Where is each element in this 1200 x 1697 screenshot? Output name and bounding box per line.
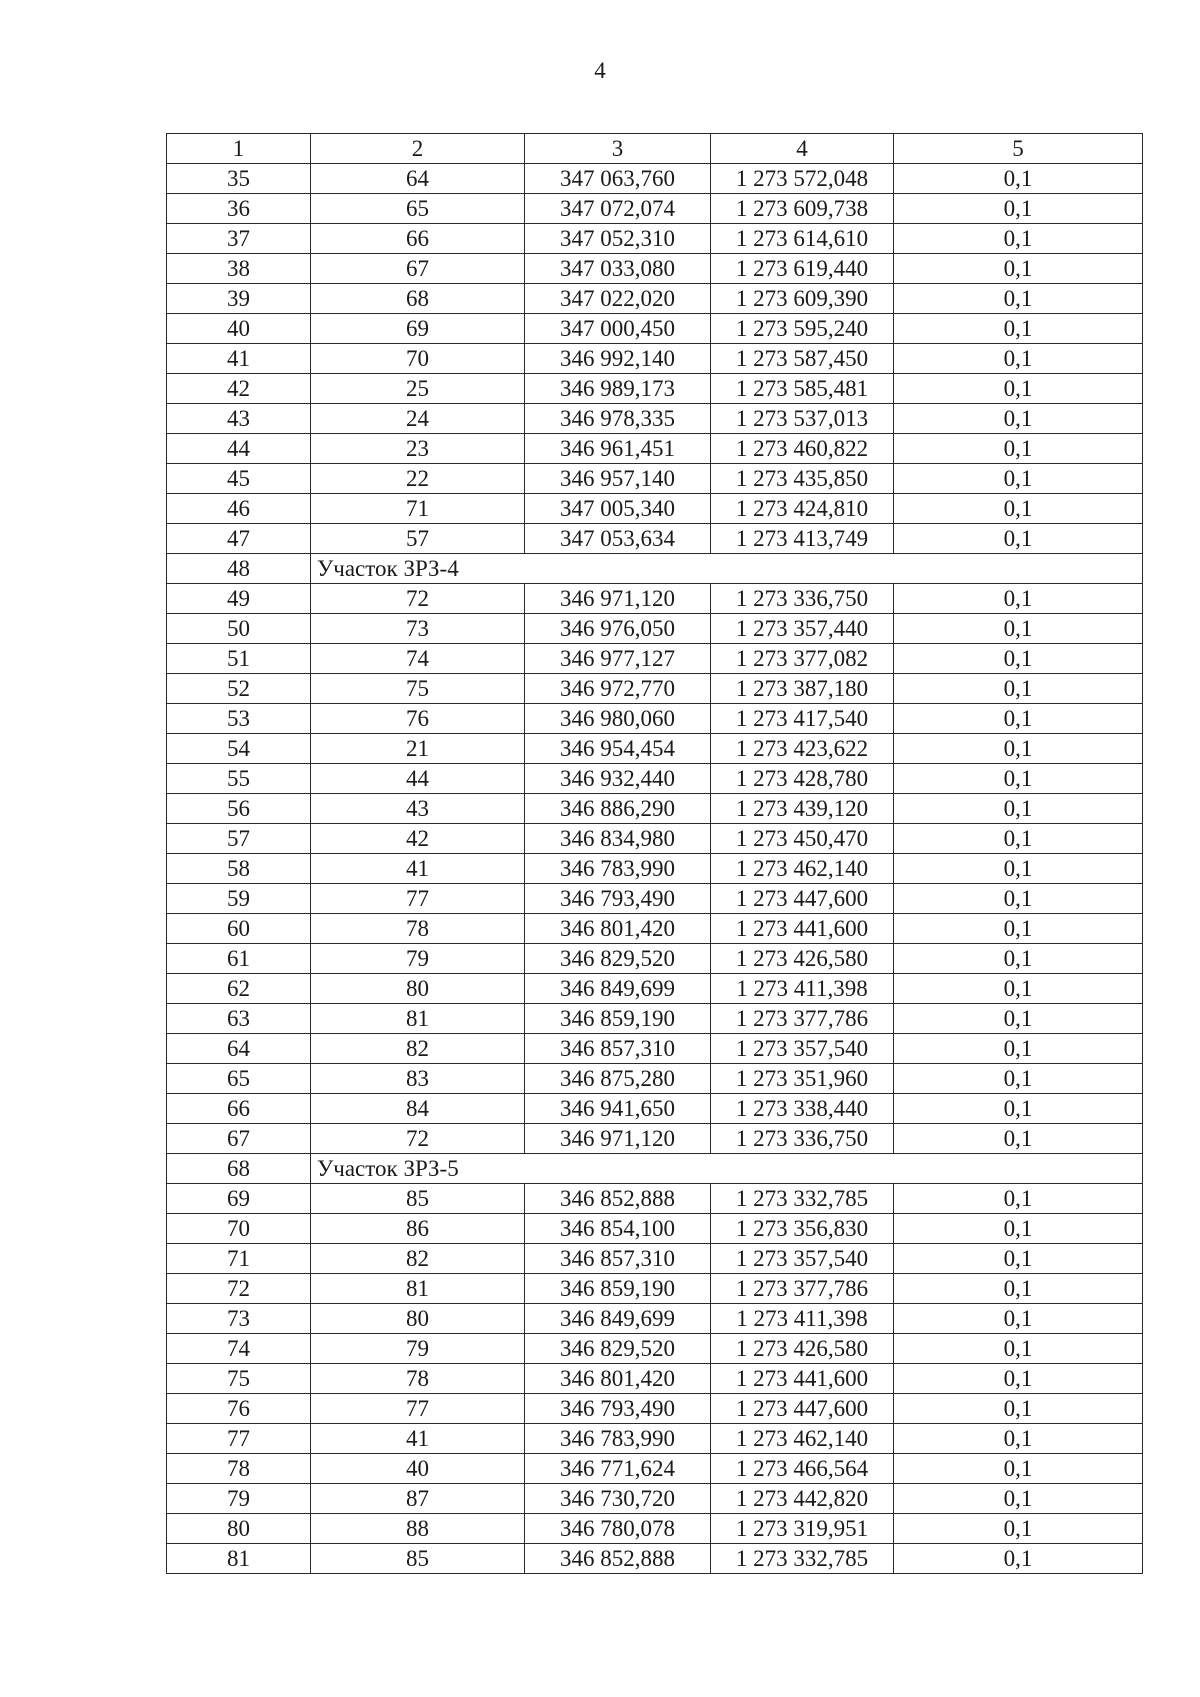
y-coordinate-cell: 1 273 332,785 xyxy=(711,1184,894,1214)
table-row xyxy=(167,1184,1143,1214)
row-number-cell: 43 xyxy=(167,404,311,434)
table-row xyxy=(167,1064,1143,1094)
point-number-cell: 57 xyxy=(311,524,525,554)
accuracy-cell: 0,1 xyxy=(894,1124,1143,1154)
y-coordinate-cell: 1 273 413,749 xyxy=(711,524,894,554)
row-number-cell: 54 xyxy=(167,734,311,764)
table-row xyxy=(167,1514,1143,1544)
point-number-cell: 73 xyxy=(311,614,525,644)
point-number-cell: 81 xyxy=(311,1274,525,1304)
y-coordinate-cell: 1 273 426,580 xyxy=(711,944,894,974)
y-coordinate-cell: 1 273 411,398 xyxy=(711,1304,894,1334)
row-number-cell: 53 xyxy=(167,704,311,734)
row-number-cell: 77 xyxy=(167,1424,311,1454)
y-coordinate-cell: 1 273 357,440 xyxy=(711,614,894,644)
x-coordinate-cell: 346 854,100 xyxy=(525,1214,711,1244)
x-coordinate-cell: 346 793,490 xyxy=(525,1394,711,1424)
x-coordinate-cell: 347 072,074 xyxy=(525,194,711,224)
accuracy-cell: 0,1 xyxy=(894,1424,1143,1454)
x-coordinate-cell: 346 852,888 xyxy=(525,1184,711,1214)
point-number-cell: 85 xyxy=(311,1184,525,1214)
accuracy-cell: 0,1 xyxy=(894,854,1143,884)
table-row xyxy=(167,1334,1143,1364)
table-row xyxy=(167,1364,1143,1394)
x-coordinate-cell: 346 829,520 xyxy=(525,944,711,974)
y-coordinate-cell: 1 273 462,140 xyxy=(711,1424,894,1454)
x-coordinate-cell: 347 033,080 xyxy=(525,254,711,284)
x-coordinate-cell: 346 989,173 xyxy=(525,374,711,404)
section-row xyxy=(167,1154,1143,1184)
y-coordinate-cell: 1 273 462,140 xyxy=(711,854,894,884)
table-header-row xyxy=(167,134,1143,164)
table-row xyxy=(167,1274,1143,1304)
x-coordinate-cell: 346 976,050 xyxy=(525,614,711,644)
accuracy-cell: 0,1 xyxy=(894,914,1143,944)
table-row xyxy=(167,764,1143,794)
section-row xyxy=(167,554,1143,584)
table-row xyxy=(167,464,1143,494)
accuracy-cell: 0,1 xyxy=(894,1184,1143,1214)
point-number-cell: 70 xyxy=(311,344,525,374)
row-number-cell: 66 xyxy=(167,1094,311,1124)
x-coordinate-cell: 346 857,310 xyxy=(525,1244,711,1274)
x-coordinate-cell: 346 857,310 xyxy=(525,1034,711,1064)
y-coordinate-cell: 1 273 614,610 xyxy=(711,224,894,254)
point-number-cell: 82 xyxy=(311,1034,525,1064)
table-row xyxy=(167,1094,1143,1124)
y-coordinate-cell: 1 273 466,564 xyxy=(711,1454,894,1484)
x-coordinate-cell: 346 977,127 xyxy=(525,644,711,674)
row-number-cell: 73 xyxy=(167,1304,311,1334)
row-number-cell: 50 xyxy=(167,614,311,644)
row-number-cell: 80 xyxy=(167,1514,311,1544)
point-number-cell: 22 xyxy=(311,464,525,494)
point-number-cell: 86 xyxy=(311,1214,525,1244)
table-row xyxy=(167,164,1143,194)
accuracy-cell: 0,1 xyxy=(894,1214,1143,1244)
point-number-cell: 71 xyxy=(311,494,525,524)
accuracy-cell: 0,1 xyxy=(894,164,1143,194)
y-coordinate-cell: 1 273 319,951 xyxy=(711,1514,894,1544)
x-coordinate-cell: 346 783,990 xyxy=(525,1424,711,1454)
table-row xyxy=(167,254,1143,284)
y-coordinate-cell: 1 273 351,960 xyxy=(711,1064,894,1094)
point-number-cell: 65 xyxy=(311,194,525,224)
accuracy-cell: 0,1 xyxy=(894,794,1143,824)
row-number-cell: 68 xyxy=(167,1154,311,1184)
x-coordinate-cell: 346 978,335 xyxy=(525,404,711,434)
y-coordinate-cell: 1 273 356,830 xyxy=(711,1214,894,1244)
x-coordinate-cell: 346 783,990 xyxy=(525,854,711,884)
point-number-cell: 43 xyxy=(311,794,525,824)
table-row xyxy=(167,1544,1143,1574)
accuracy-cell: 0,1 xyxy=(894,254,1143,284)
accuracy-cell: 0,1 xyxy=(894,374,1143,404)
y-coordinate-cell: 1 273 619,440 xyxy=(711,254,894,284)
table-row xyxy=(167,914,1143,944)
row-number-cell: 69 xyxy=(167,1184,311,1214)
row-number-cell: 38 xyxy=(167,254,311,284)
y-coordinate-cell: 1 273 585,481 xyxy=(711,374,894,404)
accuracy-cell: 0,1 xyxy=(894,224,1143,254)
table-row xyxy=(167,404,1143,434)
row-number-cell: 40 xyxy=(167,314,311,344)
row-number-cell: 56 xyxy=(167,794,311,824)
y-coordinate-cell: 1 273 447,600 xyxy=(711,1394,894,1424)
point-number-cell: 40 xyxy=(311,1454,525,1484)
y-coordinate-cell: 1 273 537,013 xyxy=(711,404,894,434)
x-coordinate-cell: 347 063,760 xyxy=(525,164,711,194)
point-number-cell: 25 xyxy=(311,374,525,404)
accuracy-cell: 0,1 xyxy=(894,1274,1143,1304)
row-number-cell: 65 xyxy=(167,1064,311,1094)
table-row xyxy=(167,434,1143,464)
point-number-cell: 72 xyxy=(311,584,525,614)
point-number-cell: 80 xyxy=(311,974,525,1004)
row-number-cell: 78 xyxy=(167,1454,311,1484)
row-number-cell: 45 xyxy=(167,464,311,494)
x-coordinate-cell: 346 793,490 xyxy=(525,884,711,914)
y-coordinate-cell: 1 273 609,738 xyxy=(711,194,894,224)
page-number: 4 xyxy=(594,58,606,83)
table-row xyxy=(167,1394,1143,1424)
table-row xyxy=(167,794,1143,824)
y-coordinate-cell: 1 273 460,822 xyxy=(711,434,894,464)
y-coordinate-cell: 1 273 338,440 xyxy=(711,1094,894,1124)
x-coordinate-cell: 347 005,340 xyxy=(525,494,711,524)
table-row xyxy=(167,344,1143,374)
point-number-cell: 87 xyxy=(311,1484,525,1514)
y-coordinate-cell: 1 273 424,810 xyxy=(711,494,894,524)
accuracy-cell: 0,1 xyxy=(894,1544,1143,1574)
point-number-cell: 68 xyxy=(311,284,525,314)
x-coordinate-cell: 347 000,450 xyxy=(525,314,711,344)
y-coordinate-cell: 1 273 442,820 xyxy=(711,1484,894,1514)
row-number-cell: 58 xyxy=(167,854,311,884)
table-row xyxy=(167,1484,1143,1514)
y-coordinate-cell: 1 273 377,786 xyxy=(711,1004,894,1034)
y-coordinate-cell: 1 273 439,120 xyxy=(711,794,894,824)
table-row xyxy=(167,374,1143,404)
column-header: 5 xyxy=(894,134,1143,164)
accuracy-cell: 0,1 xyxy=(894,494,1143,524)
y-coordinate-cell: 1 273 357,540 xyxy=(711,1244,894,1274)
row-number-cell: 75 xyxy=(167,1364,311,1394)
row-number-cell: 44 xyxy=(167,434,311,464)
point-number-cell: 79 xyxy=(311,1334,525,1364)
table-row xyxy=(167,1424,1143,1454)
x-coordinate-cell: 346 972,770 xyxy=(525,674,711,704)
accuracy-cell: 0,1 xyxy=(894,944,1143,974)
x-coordinate-cell: 346 849,699 xyxy=(525,1304,711,1334)
y-coordinate-cell: 1 273 450,470 xyxy=(711,824,894,854)
table-row xyxy=(167,824,1143,854)
row-number-cell: 46 xyxy=(167,494,311,524)
accuracy-cell: 0,1 xyxy=(894,1484,1143,1514)
point-number-cell: 78 xyxy=(311,914,525,944)
x-coordinate-cell: 347 052,310 xyxy=(525,224,711,254)
y-coordinate-cell: 1 273 426,580 xyxy=(711,1334,894,1364)
row-number-cell: 62 xyxy=(167,974,311,1004)
y-coordinate-cell: 1 273 336,750 xyxy=(711,584,894,614)
accuracy-cell: 0,1 xyxy=(894,1304,1143,1334)
accuracy-cell: 0,1 xyxy=(894,344,1143,374)
point-number-cell: 74 xyxy=(311,644,525,674)
row-number-cell: 41 xyxy=(167,344,311,374)
accuracy-cell: 0,1 xyxy=(894,284,1143,314)
accuracy-cell: 0,1 xyxy=(894,734,1143,764)
x-coordinate-cell: 346 834,980 xyxy=(525,824,711,854)
point-number-cell: 44 xyxy=(311,764,525,794)
table-body xyxy=(167,134,1143,1574)
accuracy-cell: 0,1 xyxy=(894,1004,1143,1034)
accuracy-cell: 0,1 xyxy=(894,974,1143,1004)
table-row xyxy=(167,524,1143,554)
x-coordinate-cell: 347 053,634 xyxy=(525,524,711,554)
point-number-cell: 76 xyxy=(311,704,525,734)
accuracy-cell: 0,1 xyxy=(894,1244,1143,1274)
x-coordinate-cell: 346 859,190 xyxy=(525,1274,711,1304)
x-coordinate-cell: 346 849,699 xyxy=(525,974,711,1004)
accuracy-cell: 0,1 xyxy=(894,434,1143,464)
accuracy-cell: 0,1 xyxy=(894,1364,1143,1394)
point-number-cell: 41 xyxy=(311,854,525,884)
row-number-cell: 47 xyxy=(167,524,311,554)
y-coordinate-cell: 1 273 609,390 xyxy=(711,284,894,314)
column-header: 2 xyxy=(311,134,525,164)
row-number-cell: 37 xyxy=(167,224,311,254)
accuracy-cell: 0,1 xyxy=(894,1394,1143,1424)
table-row xyxy=(167,314,1143,344)
point-number-cell: 64 xyxy=(311,164,525,194)
row-number-cell: 57 xyxy=(167,824,311,854)
accuracy-cell: 0,1 xyxy=(894,1094,1143,1124)
table-row xyxy=(167,644,1143,674)
x-coordinate-cell: 346 971,120 xyxy=(525,584,711,614)
row-number-cell: 64 xyxy=(167,1034,311,1064)
row-number-cell: 63 xyxy=(167,1004,311,1034)
table-row xyxy=(167,284,1143,314)
accuracy-cell: 0,1 xyxy=(894,884,1143,914)
section-title: Участок ЗРЗ-5 xyxy=(311,1154,1143,1184)
y-coordinate-cell: 1 273 447,600 xyxy=(711,884,894,914)
accuracy-cell: 0,1 xyxy=(894,1064,1143,1094)
row-number-cell: 42 xyxy=(167,374,311,404)
row-number-cell: 39 xyxy=(167,284,311,314)
accuracy-cell: 0,1 xyxy=(894,464,1143,494)
accuracy-cell: 0,1 xyxy=(894,614,1143,644)
point-number-cell: 75 xyxy=(311,674,525,704)
row-number-cell: 61 xyxy=(167,944,311,974)
x-coordinate-cell: 346 971,120 xyxy=(525,1124,711,1154)
y-coordinate-cell: 1 273 595,240 xyxy=(711,314,894,344)
row-number-cell: 49 xyxy=(167,584,311,614)
table-row xyxy=(167,1124,1143,1154)
row-number-cell: 59 xyxy=(167,884,311,914)
point-number-cell: 21 xyxy=(311,734,525,764)
row-number-cell: 70 xyxy=(167,1214,311,1244)
point-number-cell: 81 xyxy=(311,1004,525,1034)
row-number-cell: 60 xyxy=(167,914,311,944)
point-number-cell: 82 xyxy=(311,1244,525,1274)
table-row xyxy=(167,224,1143,254)
y-coordinate-cell: 1 273 411,398 xyxy=(711,974,894,1004)
point-number-cell: 24 xyxy=(311,404,525,434)
y-coordinate-cell: 1 273 357,540 xyxy=(711,1034,894,1064)
row-number-cell: 36 xyxy=(167,194,311,224)
table-row xyxy=(167,704,1143,734)
column-header: 1 xyxy=(167,134,311,164)
coordinates-table xyxy=(166,133,1143,1574)
y-coordinate-cell: 1 273 587,450 xyxy=(711,344,894,374)
point-number-cell: 77 xyxy=(311,1394,525,1424)
accuracy-cell: 0,1 xyxy=(894,524,1143,554)
x-coordinate-cell: 346 932,440 xyxy=(525,764,711,794)
row-number-cell: 72 xyxy=(167,1274,311,1304)
table-row xyxy=(167,854,1143,884)
point-number-cell: 42 xyxy=(311,824,525,854)
y-coordinate-cell: 1 273 428,780 xyxy=(711,764,894,794)
column-header: 3 xyxy=(525,134,711,164)
x-coordinate-cell: 346 980,060 xyxy=(525,704,711,734)
point-number-cell: 78 xyxy=(311,1364,525,1394)
table-row xyxy=(167,1454,1143,1484)
y-coordinate-cell: 1 273 572,048 xyxy=(711,164,894,194)
point-number-cell: 79 xyxy=(311,944,525,974)
row-number-cell: 71 xyxy=(167,1244,311,1274)
table-row xyxy=(167,614,1143,644)
x-coordinate-cell: 346 771,624 xyxy=(525,1454,711,1484)
point-number-cell: 41 xyxy=(311,1424,525,1454)
row-number-cell: 74 xyxy=(167,1334,311,1364)
x-coordinate-cell: 346 954,454 xyxy=(525,734,711,764)
point-number-cell: 85 xyxy=(311,1544,525,1574)
table-row xyxy=(167,1034,1143,1064)
x-coordinate-cell: 346 961,451 xyxy=(525,434,711,464)
row-number-cell: 48 xyxy=(167,554,311,584)
section-title: Участок ЗРЗ-4 xyxy=(311,554,1143,584)
point-number-cell: 88 xyxy=(311,1514,525,1544)
y-coordinate-cell: 1 273 441,600 xyxy=(711,1364,894,1394)
table-row xyxy=(167,1004,1143,1034)
accuracy-cell: 0,1 xyxy=(894,1334,1143,1364)
accuracy-cell: 0,1 xyxy=(894,1454,1143,1484)
table-row xyxy=(167,1244,1143,1274)
x-coordinate-cell: 346 780,078 xyxy=(525,1514,711,1544)
row-number-cell: 52 xyxy=(167,674,311,704)
y-coordinate-cell: 1 273 332,785 xyxy=(711,1544,894,1574)
accuracy-cell: 0,1 xyxy=(894,584,1143,614)
y-coordinate-cell: 1 273 435,850 xyxy=(711,464,894,494)
x-coordinate-cell: 346 859,190 xyxy=(525,1004,711,1034)
y-coordinate-cell: 1 273 377,786 xyxy=(711,1274,894,1304)
accuracy-cell: 0,1 xyxy=(894,404,1143,434)
accuracy-cell: 0,1 xyxy=(894,674,1143,704)
x-coordinate-cell: 347 022,020 xyxy=(525,284,711,314)
x-coordinate-cell: 346 730,720 xyxy=(525,1484,711,1514)
row-number-cell: 76 xyxy=(167,1394,311,1424)
table-row xyxy=(167,674,1143,704)
accuracy-cell: 0,1 xyxy=(894,824,1143,854)
accuracy-cell: 0,1 xyxy=(894,1514,1143,1544)
x-coordinate-cell: 346 801,420 xyxy=(525,1364,711,1394)
y-coordinate-cell: 1 273 377,082 xyxy=(711,644,894,674)
row-number-cell: 35 xyxy=(167,164,311,194)
table-row xyxy=(167,884,1143,914)
accuracy-cell: 0,1 xyxy=(894,314,1143,344)
y-coordinate-cell: 1 273 417,540 xyxy=(711,704,894,734)
x-coordinate-cell: 346 829,520 xyxy=(525,1334,711,1364)
point-number-cell: 77 xyxy=(311,884,525,914)
accuracy-cell: 0,1 xyxy=(894,644,1143,674)
x-coordinate-cell: 346 886,290 xyxy=(525,794,711,824)
table-row xyxy=(167,494,1143,524)
accuracy-cell: 0,1 xyxy=(894,764,1143,794)
x-coordinate-cell: 346 801,420 xyxy=(525,914,711,944)
table-row xyxy=(167,944,1143,974)
row-number-cell: 55 xyxy=(167,764,311,794)
point-number-cell: 80 xyxy=(311,1304,525,1334)
column-header: 4 xyxy=(711,134,894,164)
row-number-cell: 81 xyxy=(167,1544,311,1574)
y-coordinate-cell: 1 273 423,622 xyxy=(711,734,894,764)
point-number-cell: 72 xyxy=(311,1124,525,1154)
table-row xyxy=(167,584,1143,614)
point-number-cell: 69 xyxy=(311,314,525,344)
table-row xyxy=(167,1214,1143,1244)
x-coordinate-cell: 346 875,280 xyxy=(525,1064,711,1094)
y-coordinate-cell: 1 273 387,180 xyxy=(711,674,894,704)
point-number-cell: 67 xyxy=(311,254,525,284)
point-number-cell: 23 xyxy=(311,434,525,464)
x-coordinate-cell: 346 941,650 xyxy=(525,1094,711,1124)
x-coordinate-cell: 346 957,140 xyxy=(525,464,711,494)
accuracy-cell: 0,1 xyxy=(894,704,1143,734)
accuracy-cell: 0,1 xyxy=(894,194,1143,224)
table-row xyxy=(167,734,1143,764)
table-row xyxy=(167,194,1143,224)
table-row xyxy=(167,1304,1143,1334)
x-coordinate-cell: 346 992,140 xyxy=(525,344,711,374)
y-coordinate-cell: 1 273 336,750 xyxy=(711,1124,894,1154)
row-number-cell: 79 xyxy=(167,1484,311,1514)
x-coordinate-cell: 346 852,888 xyxy=(525,1544,711,1574)
row-number-cell: 51 xyxy=(167,644,311,674)
accuracy-cell: 0,1 xyxy=(894,1034,1143,1064)
point-number-cell: 84 xyxy=(311,1094,525,1124)
point-number-cell: 83 xyxy=(311,1064,525,1094)
row-number-cell: 67 xyxy=(167,1124,311,1154)
y-coordinate-cell: 1 273 441,600 xyxy=(711,914,894,944)
point-number-cell: 66 xyxy=(311,224,525,254)
table-row xyxy=(167,974,1143,1004)
